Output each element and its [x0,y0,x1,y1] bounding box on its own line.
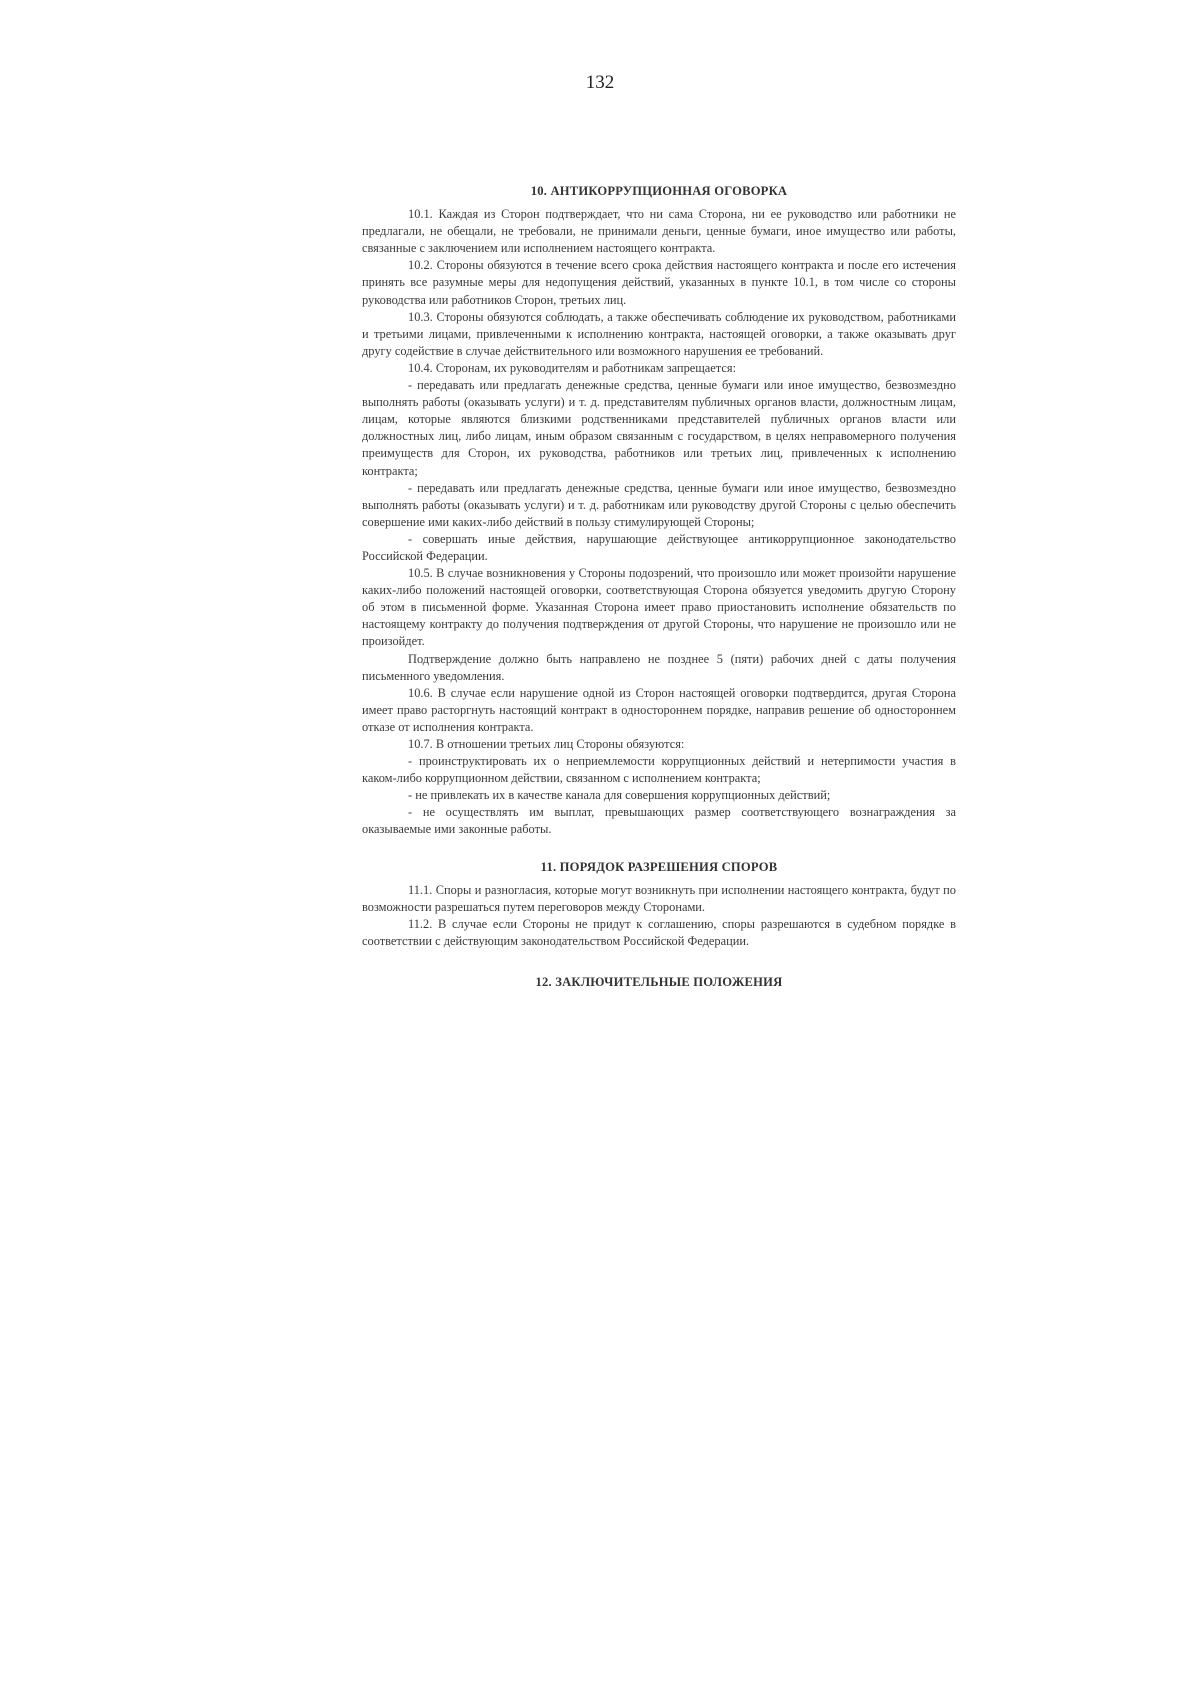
list-item: - не осуществлять им выплат, превышающих размер соответствующего вознаграждения за оказываемые ими законные работы. [362,805,956,837]
list-item: - совершать иные действия, нарушающие действующее антикоррупционное законодательство Российской Федерации. [362,531,956,563]
section-spacer [362,839,956,859]
paragraph: 11.2. В случае если Стороны не придут к соглашению, споры разрешаются в судебном порядке в соответствии с действующим законодательством Российской Федерации. [362,916,956,948]
paragraph: Подтверждение должно быть направлено не позднее 5 (пяти) рабочих дней с даты получения письменного уведомления. [362,651,956,683]
paragraph: 10.2. Стороны обязуются в течение всего срока действия настоящего контракта и после его истечения принять все разумные меры для недопущения действий, указанных в пункте 10.1, в том числе со стороны руководства или работников Сторон, третьих лиц. [362,258,956,307]
section-final-provisions [362,974,956,991]
section-spacer [362,950,956,974]
section-title: 10. АНТИКОРРУПЦИОННАЯ ОГОВОРКА [530,184,788,198]
section-dispute-resolution [362,859,956,950]
list-item: - передавать или предлагать денежные средства, ценные бумаги или иное имущество, безвозмездно выполнять работы (оказывать услуги) и т. д. работникам или руководству другой Стороны с целью обеспечить совершение ими каких-либо действий в пользу стимулирующей Стороны; [362,480,956,529]
paragraph: 10.5. В случае возникновения у Стороны подозрений, что произошло или может произойти нарушение каких-либо положений настоящей оговорки, соответствующая Сторона обязуется уведомить другую Сторону об этом в письменной форме. Указанная Сторона имеет право приостановить исполнение обязательств по настоящему контракту до получения подтверждения от другой Стороны, что нарушение не произошло или не произойдет. [362,566,956,649]
paragraph: 11.1. Споры и разногласия, которые могут возникнуть при исполнении настоящего контракта, будут по возможности разрешаться путем переговоров между Сторонами. [362,882,956,914]
paragraph: 10.4. Сторонам, их руководителям и работникам запрещается: [408,360,737,375]
paragraph: 10.7. В отношении третьих лиц Стороны обязуются: [408,737,685,751]
section-anticorruption [362,183,956,839]
list-item: - не привлекать их в качестве канала для совершения коррупционных действий; [408,788,831,803]
paragraph: 10.6. В случае если нарушение одной из Сторон настоящей оговорки подтвердится, другая Сторона имеет право расторгнуть настоящий контракт в одностороннем порядке, направив решение об одностороннем отказе от исполнения контракта. [362,685,956,734]
paragraph: 10.1. Каждая из Сторон подтверждает, что ни сама Сторона, ни ее руководство или работники не предлагали, не обещали, не требовали, не принимали деньги, ценные бумаги, иное имущество или работы, связанные с заключением или исполнением настоящего контракта. [362,207,956,256]
section-title: 11. ПОРЯДОК РАЗРЕШЕНИЯ СПОРОВ [540,859,778,874]
section-title: 12. ЗАКЛЮЧИТЕЛЬНЫЕ ПОЛОЖЕНИЯ [535,975,783,990]
page-number: 132 [585,72,615,93]
list-item: - проинструктировать их о неприемлемости коррупционных действий и нетерпимости участия в каком-либо коррупционном действии, связанном с исполнением контракта; [362,754,956,786]
document-body [362,183,956,997]
list-item: - передавать или предлагать денежные средства, ценные бумаги или иное имущество, безвозмездно выполнять работы (оказывать услуги) и т. д. представителям публичных органов власти, должностным лицам, лицам, которые являются близкими родственниками представителей публичных органов власти или должностных лиц, либо лицам, иным образом связанным с государством, в целях неправомерного получения преимуществ для Сторон, их руководства, работников или третьих лиц, привлеченных к исполнению контракта; [362,378,956,478]
paragraph: 10.3. Стороны обязуются соблюдать, а также обеспечивать соблюдение их руководством, работниками и третьими лицами, привлеченными к исполнению контракта, настоящей оговорки, а также оказывать друг другу содействие в случае действительного или возможного нарушения ее требований. [362,309,956,358]
